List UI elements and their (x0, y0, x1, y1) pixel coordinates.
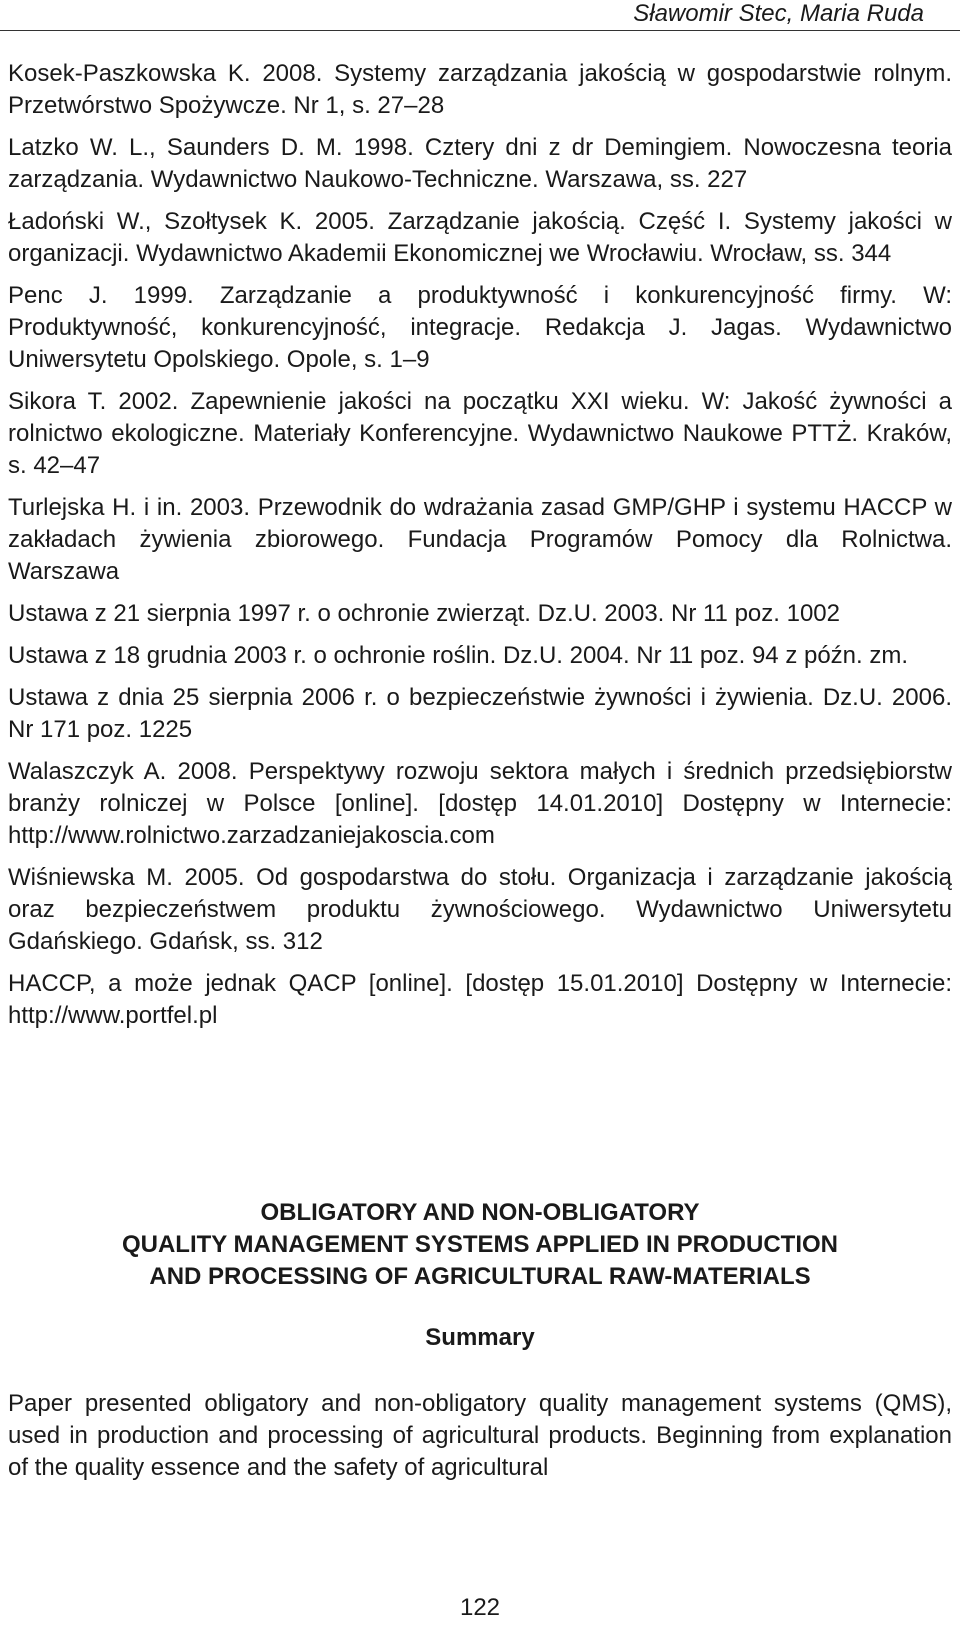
reference-item: Kosek-Paszkowska K. 2008. Systemy zarządzania jakością w gospodarstwie rolnym. Przetwórstwo Spożywcze. Nr 1, s. 27–28 (8, 60, 952, 119)
running-head-authors: Sławomir Stec, Maria Ruda (633, 0, 924, 27)
header-rule (0, 30, 960, 31)
reference-item: Ustawa z dnia 25 sierpnia 2006 r. o bezpieczeństwie żywności i żywienia. Dz.U. 2006. Nr 171 poz. 1225 (8, 684, 952, 743)
english-title-line-1: OBLIGATORY AND NON-OBLIGATORY (260, 1199, 700, 1226)
reference-item: Ustawa z 21 sierpnia 1997 r. o ochronie zwierząt. Dz.U. 2003. Nr 11 poz. 1002 (8, 600, 840, 627)
summary-heading: Summary (425, 1324, 535, 1351)
reference-item: Ładoński W., Szołtysek K. 2005. Zarządzanie jakością. Część I. Systemy jakości w organizacji. Wydawnictwo Akademii Ekonomicznej we Wrocławiu. Wrocław, ss. 344 (8, 208, 952, 267)
english-title (0, 1197, 960, 1293)
reference-item: Wiśniewska M. 2005. Od gospodarstwa do stołu. Organizacja i zarządzanie jakością oraz bezpieczeństwem produktu żywnościowego. Wydawnictwo Uniwersytetu Gdańskiego. Gdańsk, ss. 312 (8, 864, 952, 955)
reference-item: HACCP, a może jednak QACP [online]. [dostęp 15.01.2010] Dostępny w Internecie: http://www.portfel.pl (8, 970, 952, 1029)
reference-item: Sikora T. 2002. Zapewnienie jakości na początku XXI wieku. W: Jakość żywności a rolnictwo ekologiczne. Materiały Konferencyjne. Wydawnictwo Naukowe PTTŻ. Kraków, s. 42–47 (8, 388, 952, 479)
reference-item: Ustawa z 18 grudnia 2003 r. o ochronie roślin. Dz.U. 2004. Nr 11 poz. 94 z późn. zm. (8, 642, 909, 669)
reference-item: Turlejska H. i in. 2003. Przewodnik do wdrażania zasad GMP/GHP i systemu HACCP w zakładach żywienia zbiorowego. Fundacja Programów Pomocy dla Rolnictwa. Warszawa (8, 494, 952, 585)
reference-item: Latzko W. L., Saunders D. M. 1998. Cztery dni z dr Demingiem. Nowoczesna teoria zarządzania. Wydawnictwo Naukowo-Techniczne. Warszawa, ss. 227 (8, 134, 952, 193)
english-title-line-3: AND PROCESSING OF AGRICULTURAL RAW-MATERIALS (149, 1263, 811, 1290)
reference-item: Walaszczyk A. 2008. Perspektywy rozwoju sektora małych i średnich przedsiębiorstw branży rolniczej w Polsce [online]. [dostęp 14.01.2010] Dostępny w Internecie: http://www.rolnictwo.zarzadzaniejakoscia.com (8, 758, 952, 849)
summary-text: Paper presented obligatory and non-obligatory quality management systems (QMS), used in production and processing of agricultural products. Beginning from explanation of the quality essence and the safety of agricultural (8, 1390, 952, 1481)
references-list (8, 58, 952, 1042)
page-number: 122 (459, 1594, 501, 1621)
english-title-line-2: QUALITY MANAGEMENT SYSTEMS APPLIED IN PRODUCTION (121, 1231, 839, 1258)
reference-item: Penc J. 1999. Zarządzanie a produktywność i konkurencyjność firmy. W: Produktywność, konkurencyjność, integracje. Redakcja J. Jagas. Wydawnictwo Uniwersytetu Opolskiego. Opole, s. 1–9 (8, 282, 952, 373)
